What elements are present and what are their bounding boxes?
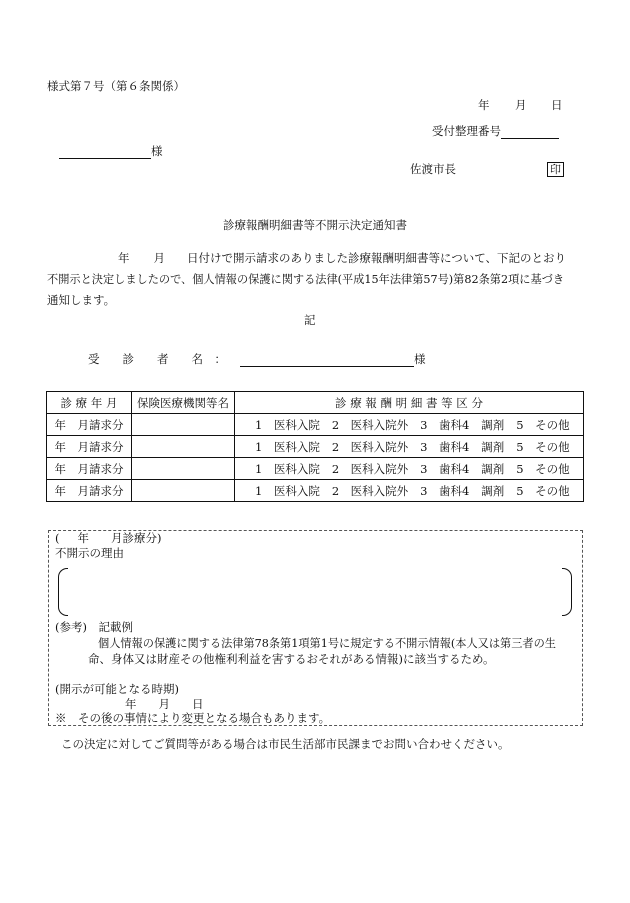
period-rest: 月診療分) (111, 531, 162, 545)
table-row (47, 458, 584, 480)
cat-3: 3 歯科4 (420, 461, 470, 476)
period-open: ( (55, 531, 60, 545)
cat-3: 3 歯科4 (420, 483, 470, 498)
cat-1: 1 医科入院 (255, 417, 320, 432)
cell-month: 年 月請求分 (47, 414, 132, 436)
body-line-1-text: 日付けで開示請求のありました診療報酬明細書等について、下記のとおり (187, 251, 567, 265)
table-row (47, 480, 584, 502)
cat-3: 3 歯科4 (420, 417, 470, 432)
cat-4: 調剤 (481, 439, 505, 454)
form-number: 様式第７号（第６条関係） (47, 79, 185, 93)
cell-month: 年 月請求分 (47, 480, 132, 502)
cell-month: 年 月請求分 (47, 458, 132, 480)
receipt-number-row (432, 125, 559, 139)
reference-label: (参考) 記載例 (55, 620, 133, 634)
period-row (55, 532, 162, 546)
body-line-1 (118, 252, 566, 266)
cat-3: 3 歯科4 (420, 439, 470, 454)
header-institution: 保険医療機関等名 (132, 392, 235, 414)
cell-institution (132, 480, 235, 502)
date-year: 年 (478, 98, 490, 112)
addressee-suffix: 様 (151, 144, 163, 159)
cell-category (235, 436, 584, 458)
patient-label: 受 診 者 名 ： (88, 352, 226, 366)
right-bracket (562, 568, 572, 616)
disclosure-day: 日 (192, 697, 204, 711)
cat-1: 1 医科入院 (255, 461, 320, 476)
body-year: 年 (118, 251, 130, 265)
cat-5: 5 その他 (516, 439, 570, 454)
disclosure-year: 年 (125, 697, 137, 711)
cat-2: 2 医科入院外 (331, 417, 409, 432)
cell-month: 年 月請求分 (47, 436, 132, 458)
cat-5: 5 その他 (516, 417, 570, 432)
ki-label: 記 (304, 313, 316, 327)
cat-1: 1 医科入院 (255, 483, 320, 498)
date-day: 日 (551, 98, 563, 112)
receipt-number-blank (501, 125, 559, 139)
cat-4: 調剤 (481, 417, 505, 432)
body-month: 月 (153, 251, 165, 265)
cat-1: 1 医科入院 (255, 439, 320, 454)
table-row (47, 414, 584, 436)
cat-4: 調剤 (481, 461, 505, 476)
addressee-blank (59, 145, 151, 159)
body-line-2: 不開示と決定しましたので、個人情報の保護に関する法律(平成15年法律第57号)第82条第2項に基づき (47, 273, 565, 286)
note-text: ※ その後の事情により変更となる場合もあります。 (55, 711, 331, 725)
seal-text: 印 (547, 162, 564, 177)
receipt-number-label: 受付整理番号 (432, 124, 501, 139)
seal-mark (547, 162, 564, 177)
header-month: 診 療 年 月 (47, 392, 132, 414)
cell-category (235, 414, 584, 436)
cat-2: 2 医科入院外 (331, 439, 409, 454)
cell-institution (132, 414, 235, 436)
example-line-1: 個人情報の保護に関する法律第78条第1項第1号に規定する不開示情報(本人又は第三者の生 (98, 637, 556, 650)
header-category: 診 療 報 酬 明 細 書 等 区 分 (235, 392, 584, 414)
table-row (47, 436, 584, 458)
body-line-3: 通知します。 (47, 293, 116, 307)
cell-category (235, 458, 584, 480)
document-title: 診療報酬明細書等不開示決定通知書 (223, 218, 407, 232)
example-line-2: 命、身体又は財産その他権利利益を害するおそれがある情報)に該当するため。 (88, 652, 495, 666)
cat-2: 2 医科入院外 (331, 461, 409, 476)
disclosure-label: (開示が可能となる時期) (55, 682, 179, 696)
cat-2: 2 医科入院外 (331, 483, 409, 498)
disclosure-date (125, 698, 204, 712)
patient-name-blank (240, 353, 414, 367)
reason-label: 不開示の理由 (55, 546, 124, 560)
cat-4: 調剤 (481, 483, 505, 498)
cat-5: 5 その他 (516, 483, 570, 498)
addressee-row (59, 145, 163, 159)
patient-suffix: 様 (414, 352, 426, 367)
statement-table (46, 391, 584, 502)
period-year: 年 (77, 531, 89, 545)
left-bracket (58, 568, 68, 616)
cell-category (235, 480, 584, 502)
patient-row (240, 353, 426, 367)
table-header-row (47, 392, 584, 414)
disclosure-month: 月 (158, 697, 170, 711)
issuer-name: 佐渡市長 (410, 162, 456, 176)
cell-institution (132, 458, 235, 480)
cat-5: 5 その他 (516, 461, 570, 476)
cell-institution (132, 436, 235, 458)
footer-text: この決定に対してご質問等がある場合は市民生活部市民課までお問い合わせください。 (61, 737, 510, 751)
date-month: 月 (515, 98, 527, 112)
